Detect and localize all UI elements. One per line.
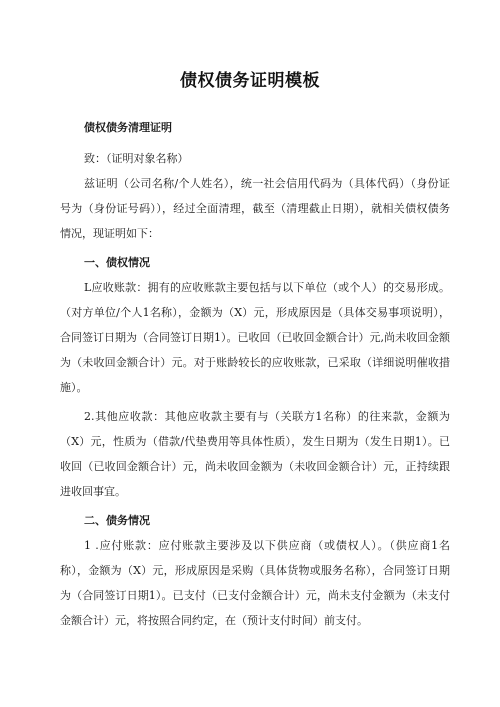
- document-subtitle: 债权债务清理证明: [84, 121, 172, 134]
- paragraph-accounts-payable: 1 .应付账款：应付账款主要涉及以下供应商（或债权人）。（供应商1名称），金额为（X）元，形成原因是采购（具体货物或服务名称），合同签订日期为（合同签订日期1）。已支付（已支付金额合计）元，尚未支付金额为（未支付金额合计）元，将按照合同约定，在（预计支付时间）前支付。: [60, 539, 450, 627]
- document-title: 债权债务证明模板: [180, 71, 320, 91]
- section-heading-debts: 二、债务情况: [84, 514, 150, 527]
- paragraph-accounts-receivable: L应收账款：拥有的应收账款主要包括与以下单位（或个人）的交易形成。（对方单位/个人1名称），金额为（X）元，形成原因是（具体交易事项说明），合同签订日期为（合同签订日期1）。已收回（已收回金额合计）元,尚未收回金额为（未收回金额合计）元。对于账龄较长的应收账款，已采取（详细说明催收措施）。: [60, 281, 450, 394]
- paragraph-other-receivables: 2.其他应收款：其他应收款主要有与（关联方1名称）的往来款，金额为（X）元，性质为（借款/代垫费用等具体性质），发生日期为（发生日期1）。已收回（已收回金额合计）元，尚未收回金额为（未收回金额合计）元，正持续跟进收回事宜。: [60, 410, 450, 498]
- salutation: 致：（证明对象名称）: [84, 152, 189, 165]
- section-heading-claims: 一、债权情况: [84, 256, 150, 269]
- intro-paragraph: 兹证明（公司名称/个人姓名），统一社会信用代码为（具体代码）（身份证号为（身份证号码）），经过全面清理，截至（清理截止日期），就相关债权债务情况，现证明如下：: [60, 177, 450, 240]
- document-body: [60, 115, 450, 633]
